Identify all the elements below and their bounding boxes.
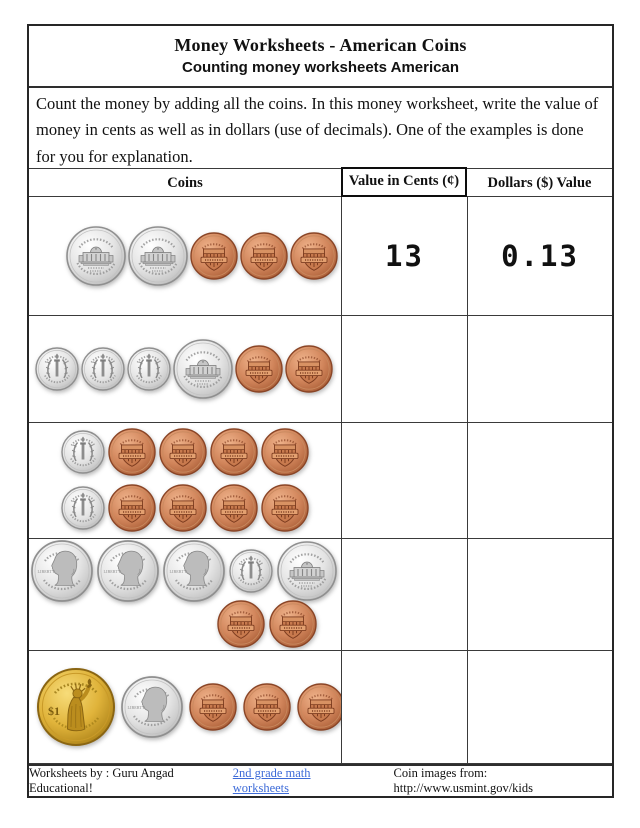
coin-line	[61, 428, 309, 476]
svg-text:LIBERTY: LIBERTY	[169, 569, 187, 575]
penny-coin	[269, 600, 317, 648]
penny-coin	[210, 484, 258, 532]
coin-line	[217, 600, 317, 648]
coins-cell	[29, 316, 341, 422]
penny-coin	[290, 232, 338, 280]
column-header-dollars-value: Dollars ($) Value	[487, 175, 592, 192]
dime-coin	[61, 430, 105, 474]
quarter-coin	[31, 540, 93, 602]
footer-bar	[29, 764, 612, 796]
dollars-value-cell: 0.13	[467, 197, 612, 315]
penny-coin	[243, 683, 291, 731]
penny-coin	[240, 232, 288, 280]
coins-cell	[29, 423, 341, 538]
nickel-coin	[66, 226, 126, 286]
dollar-coin	[37, 668, 115, 746]
penny-coin	[190, 232, 238, 280]
quarter-coin	[97, 540, 159, 602]
nickel-coin	[277, 541, 337, 601]
coins-cell	[29, 539, 341, 650]
nickel-coin	[173, 339, 233, 399]
dollars-value-cell	[467, 651, 612, 763]
cents-value-cell	[341, 423, 467, 538]
penny-coin	[217, 600, 265, 648]
coin-line	[37, 668, 341, 746]
title-section	[29, 26, 612, 88]
svg-text:LIBERTY: LIBERTY	[103, 569, 121, 575]
footer-credit: Worksheets by : Guru Angad Educational!	[29, 766, 174, 795]
column-header-value-in-cents: Value in Cents (¢)	[341, 167, 467, 197]
page-subtitle: Counting money worksheets American	[181, 59, 459, 77]
nickel-coin	[128, 226, 188, 286]
quarter-coin	[121, 676, 183, 738]
coin-line	[66, 226, 338, 286]
svg-text:$1: $1	[48, 703, 60, 718]
dime-coin	[229, 549, 273, 593]
footer-image-source: Coin images from: http://www.usmint.gov/kids	[393, 766, 534, 795]
penny-coin	[108, 428, 156, 476]
dime-coin	[127, 347, 171, 391]
grade2-math-worksheets-link[interactable]: 2nd grade math worksheets	[232, 766, 311, 795]
coins-cell	[29, 197, 341, 315]
dollars-value-cell	[467, 539, 612, 650]
table-row	[29, 197, 612, 316]
dime-coin	[81, 347, 125, 391]
svg-text:LIBERTY: LIBERTY	[127, 704, 145, 710]
penny-coin	[159, 428, 207, 476]
table-header-row	[29, 169, 612, 197]
column-header-coins: Coins	[167, 175, 203, 192]
penny-coin	[261, 428, 309, 476]
table-row	[29, 316, 612, 423]
dollars-value-cell	[467, 423, 612, 538]
dime-coin	[35, 347, 79, 391]
penny-coin	[210, 428, 258, 476]
cents-value-cell	[341, 539, 467, 650]
instructions-text: Count the money by adding all the coins. In this money worksheet, write the value of money in cents as well as in dollars (use of decimals). One of the examples is done for you for explanation.	[29, 88, 612, 169]
penny-coin	[285, 345, 333, 393]
coins-cell	[29, 651, 341, 763]
coin-line	[61, 484, 309, 532]
table-row	[29, 539, 612, 651]
dime-coin	[61, 486, 105, 530]
cents-value-cell: 13	[341, 197, 467, 315]
coin-line	[35, 339, 333, 399]
page-title: Money Worksheets - American Coins	[174, 35, 467, 56]
penny-coin	[108, 484, 156, 532]
worksheet-sheet	[27, 24, 614, 798]
quarter-coin	[163, 540, 225, 602]
table-row	[29, 651, 612, 764]
coin-line	[31, 540, 337, 602]
penny-coin	[235, 345, 283, 393]
cents-value-cell	[341, 651, 467, 763]
penny-coin	[189, 683, 237, 731]
svg-text:LIBERTY: LIBERTY	[37, 569, 55, 575]
cents-value-cell	[341, 316, 467, 422]
table-row	[29, 423, 612, 539]
penny-coin	[159, 484, 207, 532]
penny-coin	[261, 484, 309, 532]
penny-coin	[297, 683, 341, 731]
dollars-value-cell	[467, 316, 612, 422]
